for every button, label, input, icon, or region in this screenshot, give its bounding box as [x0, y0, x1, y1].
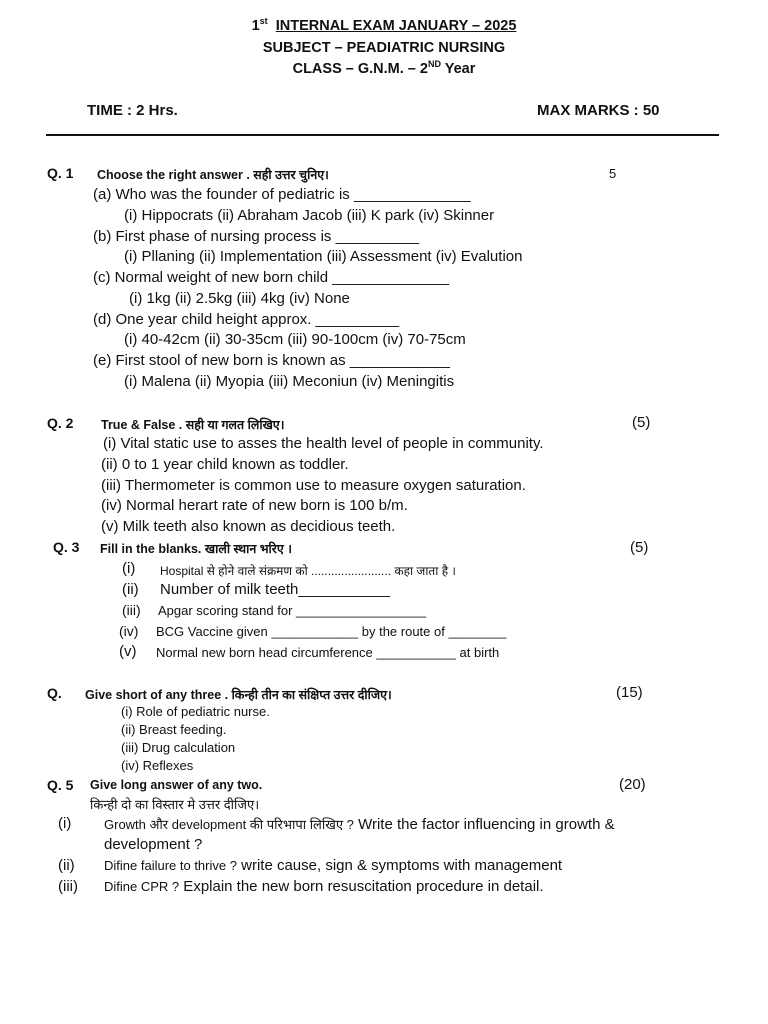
q5-number: Q. 5	[47, 777, 74, 793]
q5-item-3-text	[104, 878, 544, 896]
q5-item-1-number: (i)	[58, 815, 72, 832]
q1-instruction: Choose the right answer . सही उत्तर चुनिए।	[97, 168, 329, 182]
q5-item-1-text	[104, 815, 615, 834]
q1-e-options: (i) Malena (ii) Myopia (iii) Meconiun (iv) Meningitis	[124, 373, 455, 390]
q2-instruction: True & False . सही या गलत लिखिए।	[101, 418, 285, 432]
q1-d-options: (i) 40-42cm (ii) 30-35cm (iii) 90-100cm (iv) 70-75cm	[124, 331, 466, 348]
q1-d-question: (d) One year child height approx. __________	[93, 311, 400, 328]
header-divider	[46, 134, 719, 136]
q3-item-3-number: (iii)	[122, 602, 141, 618]
q1-c-question: (c) Normal weight of new born child ______________	[93, 269, 450, 286]
q1-a-question: (a) Who was the founder of pediatric is ______________	[93, 186, 471, 203]
q4-item-2: (ii) Breast feeding.	[121, 722, 227, 737]
q2-item-2: (ii) 0 to 1 year child known as toddler.	[101, 456, 349, 473]
q5-marks: (20)	[619, 776, 646, 793]
q4-item-1: (i) Role of pediatric nurse.	[121, 704, 270, 719]
q5-item-3-english: Explain the new born resuscitation procedure in detail.	[179, 878, 544, 895]
q3-item-3-text: Apgar scoring stand for __________________	[158, 603, 427, 618]
q3-item-4-number: (iv)	[119, 623, 139, 639]
q5-item-3-hindi: Difine CPR ?	[104, 879, 180, 894]
q3-item-2-text: Number of milk teeth___________	[160, 581, 391, 598]
class-text: CLASS – G.N.M. – 2	[292, 61, 428, 77]
q1-a-options: (i) Hippocrats (ii) Abraham Jacob (iii) K park (iv) Skinner	[124, 207, 495, 224]
q4-number: Q.	[47, 685, 62, 701]
q3-item-1-text: Hospital से होने वाले संक्रमण को ........................ कहा जाता है ।	[160, 564, 456, 578]
q2-marks: (5)	[632, 414, 651, 431]
max-marks-label: MAX MARKS : 50	[537, 102, 660, 119]
q2-item-4: (iv) Normal herart rate of new born is 100 b/m.	[101, 497, 408, 514]
q5-item-2-number: (ii)	[58, 857, 75, 874]
q4-item-3: (iii) Drug calculation	[121, 740, 236, 755]
q1-b-question: (b) First phase of nursing process is __________	[93, 228, 420, 245]
class-year: Year	[440, 61, 476, 77]
q2-number: Q. 2	[47, 415, 74, 431]
q5-item-1-continued: development ?	[104, 836, 203, 853]
exam-number-suffix: st	[259, 16, 268, 27]
q4-instruction: Give short of any three . किन्ही तीन का संक्षिप्त उत्तर दीजिए।	[85, 688, 392, 702]
q5-item-1-hindi: Growth और development की परिभापा लिखिए ?	[104, 817, 354, 832]
q1-number: Q. 1	[47, 165, 74, 181]
subject-line: SUBJECT – PEADIATRIC NURSING	[262, 40, 506, 56]
exam-number: 1	[251, 18, 260, 34]
q4-marks: (15)	[616, 684, 643, 701]
q3-instruction: Fill in the blanks. खाली स्थान भरिए ।	[100, 542, 293, 556]
q5-item-2-hindi: Difine failure to thrive ?	[104, 858, 237, 873]
q5-hindi-instruction: किन्ही दो का विस्तार मे उत्तर दीजिए।	[90, 797, 260, 812]
exam-title-text: INTERNAL EXAM JANUARY – 2025	[275, 18, 517, 34]
class-line	[0, 61, 768, 77]
q3-item-2-number: (ii)	[122, 581, 139, 598]
q5-item-2-text	[104, 857, 562, 875]
q1-c-options: (i) 1kg (ii) 2.5kg (iii) 4kg (iv) None	[129, 290, 350, 307]
q1-e-question: (e) First stool of new born is known as ____________	[93, 352, 450, 369]
q2-item-1: (i) Vital static use to asses the health level of people in community.	[103, 435, 544, 452]
q1-b-options: (i) Pllaning (ii) Implementation (iii) Assessment (iv) Evalution	[124, 248, 523, 265]
q3-item-5-text: Normal new born head circumference ___________ at birth	[156, 645, 500, 660]
q5-item-2-english: write cause, sign & symptoms with management	[236, 857, 563, 874]
class-year-suffix: ND	[427, 59, 441, 70]
exam-title	[0, 18, 768, 34]
q3-item-1-number: (i)	[122, 560, 136, 577]
q2-item-5: (v) Milk teeth also known as decidious teeth.	[101, 518, 396, 535]
q5-item-1-english: Write the factor influencing in growth &	[353, 816, 615, 833]
q5-instruction: Give long answer of any two.	[90, 778, 263, 792]
q3-number: Q. 3	[53, 539, 80, 555]
q3-marks: (5)	[630, 539, 649, 556]
q5-item-3-number: (iii)	[58, 878, 78, 895]
q3-item-5-number: (v)	[119, 643, 137, 660]
q3-item-4-text: BCG Vaccine given ____________ by the route of ________	[156, 624, 507, 639]
q1-marks: 5	[609, 166, 617, 181]
q4-item-4: (iv) Reflexes	[121, 758, 194, 773]
time-label: TIME : 2 Hrs.	[87, 102, 178, 119]
q2-item-3: (iii) Thermometer is common use to measure oxygen saturation.	[101, 477, 526, 494]
